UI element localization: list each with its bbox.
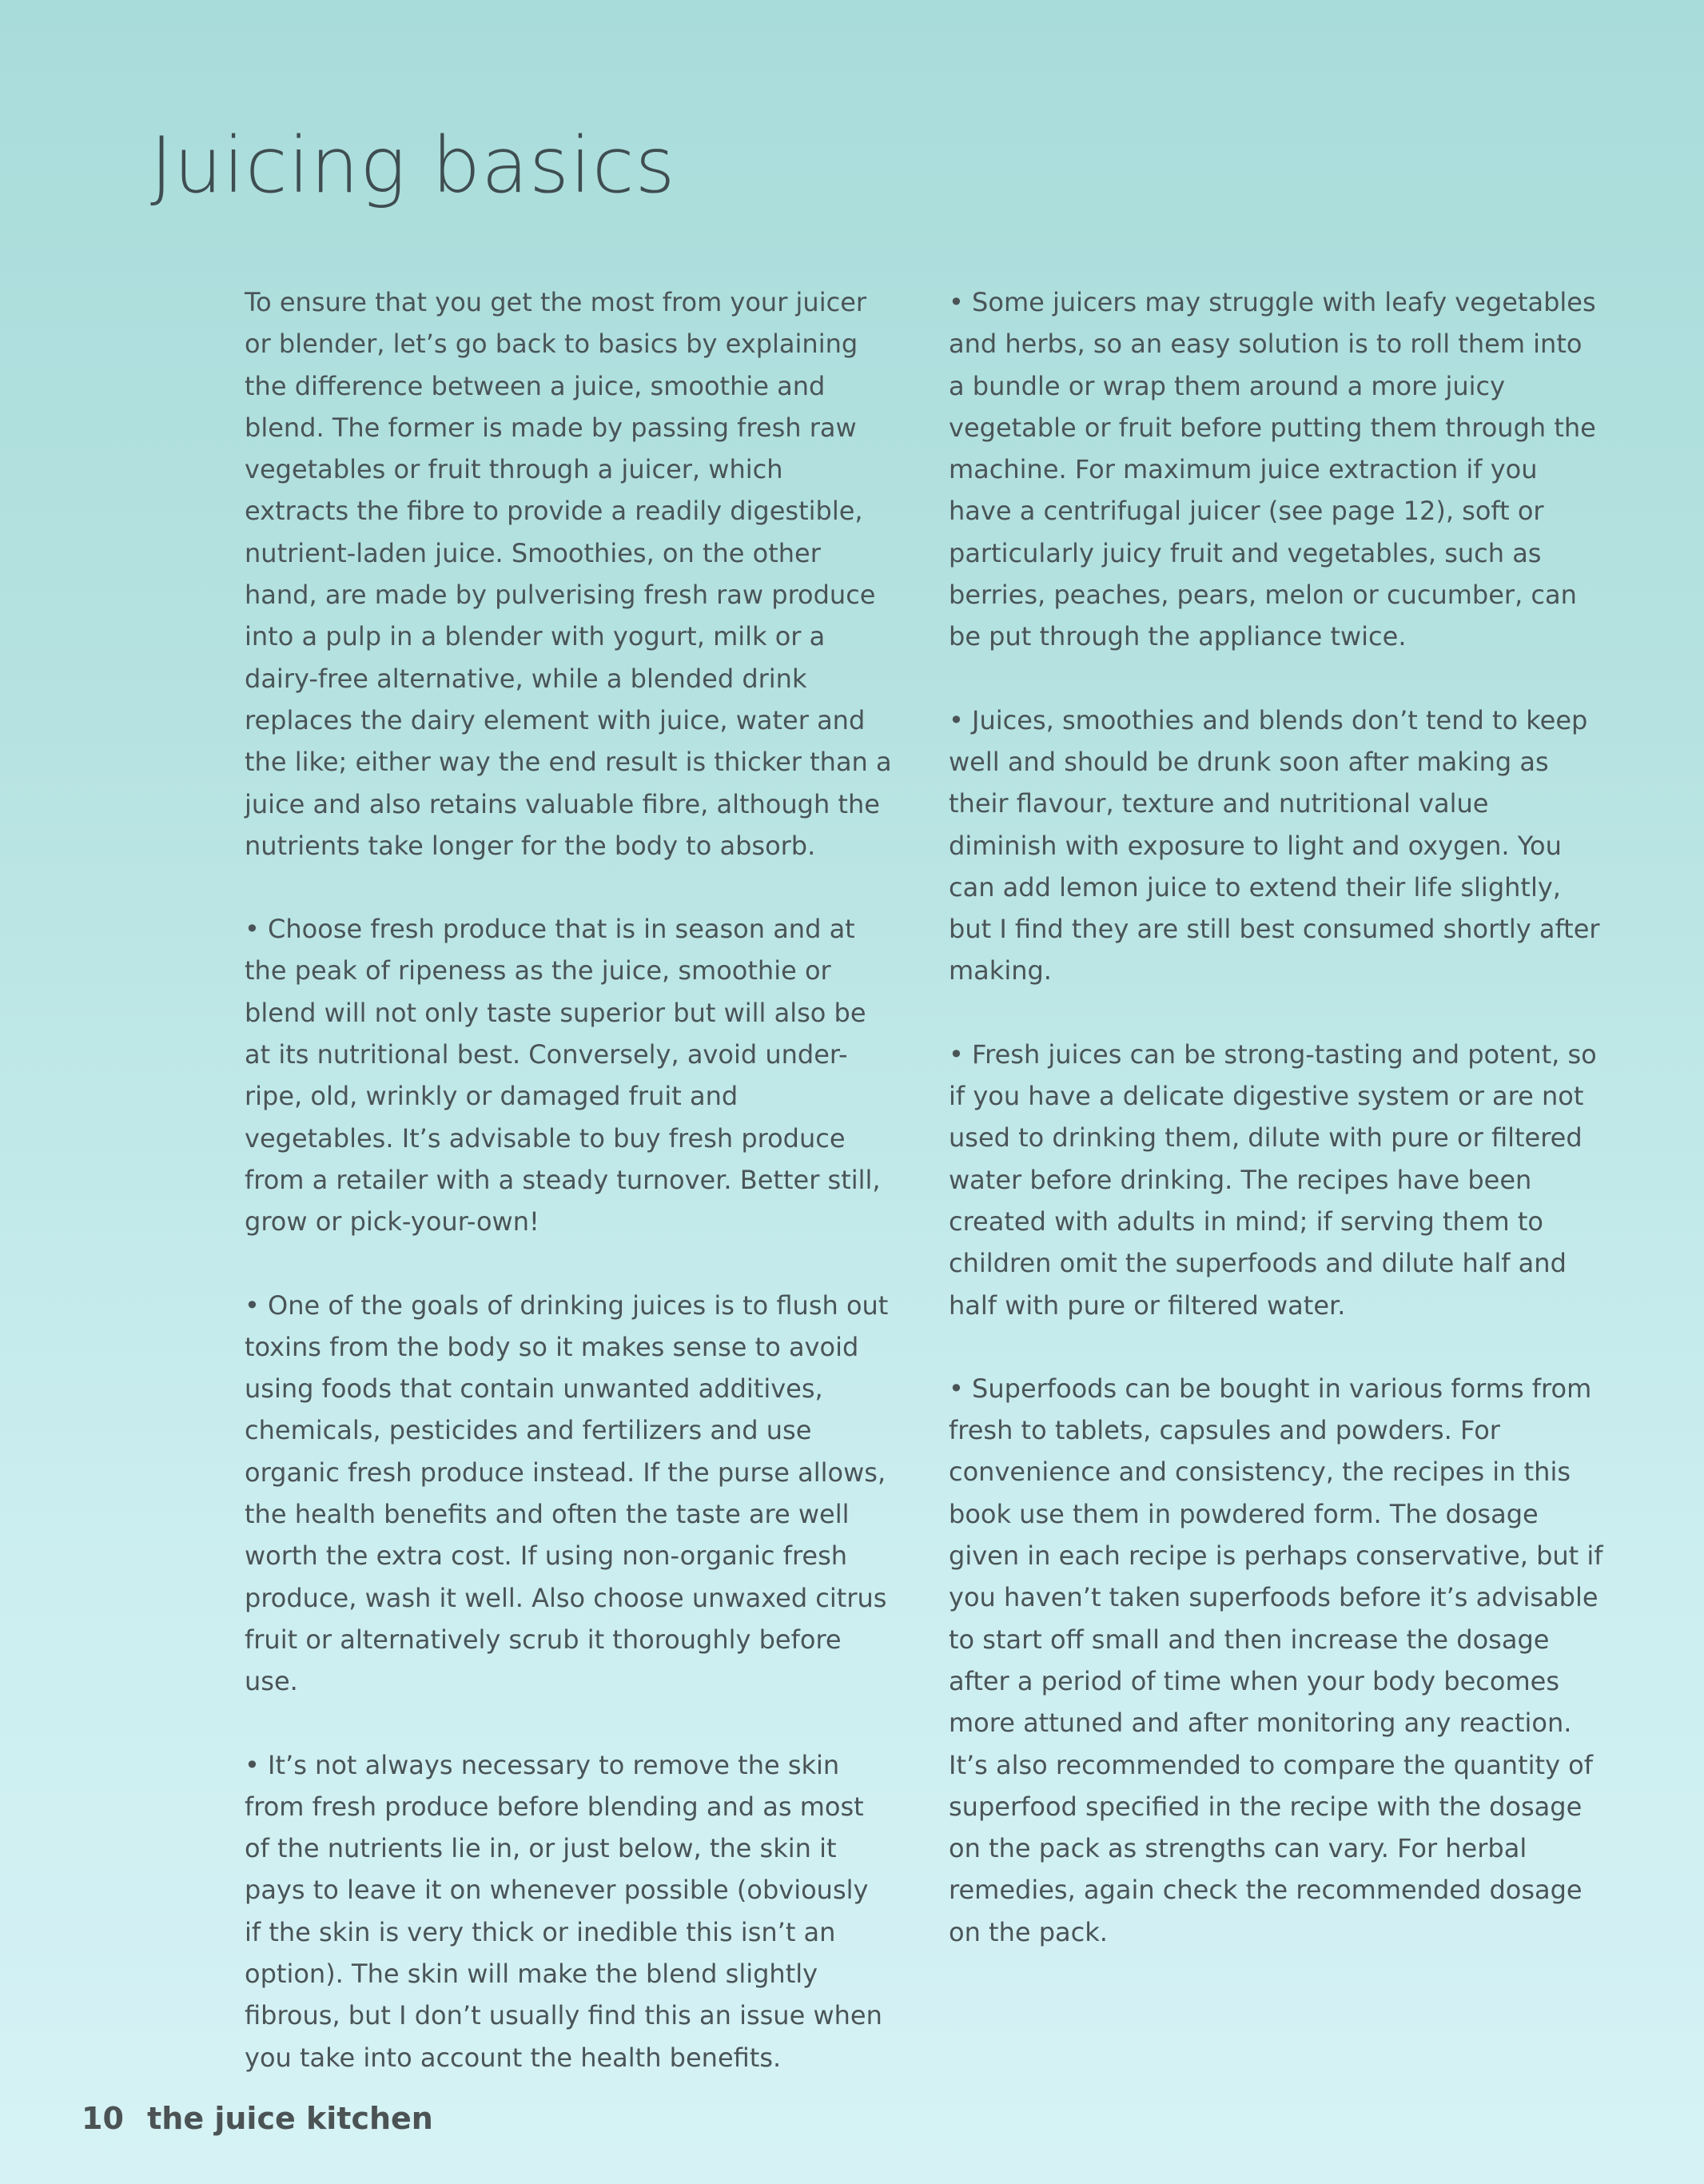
page-title: Juicing basics bbox=[150, 121, 676, 210]
tip-fresh-produce: • Choose fresh produce that is in season and at the peak of ripeness as the juice, smoothie or blend will not only taste superior but will also be at its nutritional best. Conversely, avoid under-ripe, old, wrinkly or damaged fruit and vegetables. It’s advisable to buy fresh produce from a retailer with a steady turnover. Better still, grow or pick-your-own! bbox=[245, 914, 881, 1237]
page-number: 10 bbox=[82, 2101, 124, 2136]
right-text-column bbox=[949, 281, 1604, 1995]
tip-leafy-vegetables: • Some juicers may struggle with leafy vegetables and herbs, so an easy solution is to roll them into a bundle or wrap them around a more juicy vegetable or fruit before putting them through the machine. For maximum juice extraction if you have a centrifugal juicer (see page 12), soft or particularly juicy fruit and vegetables, such as berries, peaches, pears, melon or cucumber, can be put through the appliance twice. bbox=[949, 287, 1596, 652]
tip-superfoods: • Superfoods can be bought in various forms from fresh to tablets, capsules and powders. For convenience and consistency, the recipes in this book use them in powdered form. The dosage given in each recipe is perhaps conservative, but if you haven’t taken superfoods before it’s advisable to start off small and then increase the dosage after a period of time when your body becomes more attuned and after monitoring any reaction. It’s also recommended to compare the quantity of superfood specified in the recipe with the dosage on the pack as strengths can vary. For herbal remedies, again check the recommended dosage on the pack. bbox=[949, 1373, 1603, 1947]
intro-paragraph: To ensure that you get the most from your juicer or blender, let’s go back to basics by explaining the difference between a juice, smoothie and blend. The former is made by passing fresh raw vegetables or fruit through a juicer, which extracts the fibre to provide a readily digestible, nutrient-laden juice. Smoothies, on the other hand, are made by pulverising fresh raw produce into a pulp in a blender with yogurt, milk or a dairy-free alternative, while a blended drink replaces the dairy element with juice, water and the like; either way the end result is thicker than a juice and also retains valuable fibre, although the nutrients take longer for the body to absorb. bbox=[245, 287, 892, 861]
book-title: the juice kitchen bbox=[147, 2101, 433, 2136]
tip-organic-produce: • One of the goals of drinking juices is to flush out toxins from the body so it makes sense to avoid using foods that contain unwanted additives, chemicals, pesticides and fertilizers and use organic fresh produce instead. If the purse allows, the health benefits and often the taste are well worth the extra cost. If using non-organic fresh produce, wash it well. Also choose unwaxed citrus fruit or alternatively scrub it thoroughly before use. bbox=[245, 1289, 889, 1697]
page-footer bbox=[82, 2101, 433, 2136]
left-text-column bbox=[245, 281, 892, 2120]
tip-produce-skin: • It’s not always necessary to remove the skin from fresh produce before blending and as most of the nutrients lie in, or just below, the skin it pays to leave it on whenever possible (obviously if the skin is very thick or inedible this isn’t an option). The skin will make the blend slightly fibrous, but I don’t usually find this an issue when you take into account the health benefits. bbox=[245, 1749, 882, 2073]
tip-drink-soon: • Juices, smoothies and blends don’t tend to keep well and should be drunk soon after making as their flavour, texture and nutritional value diminish with exposure to light and oxygen. You can add lemon juice to extend their life slightly, but I find they are still best consumed shortly after making. bbox=[949, 704, 1600, 986]
tip-dilute-juices: • Fresh juices can be strong-tasting and potent, so if you have a delicate digestive system or are not used to drinking them, dilute with pure or filtered water before drinking. The recipes have been created with adults in mind; if serving them to children omit the superfoods and dilute half and half with pure or filtered water. bbox=[949, 1038, 1597, 1321]
